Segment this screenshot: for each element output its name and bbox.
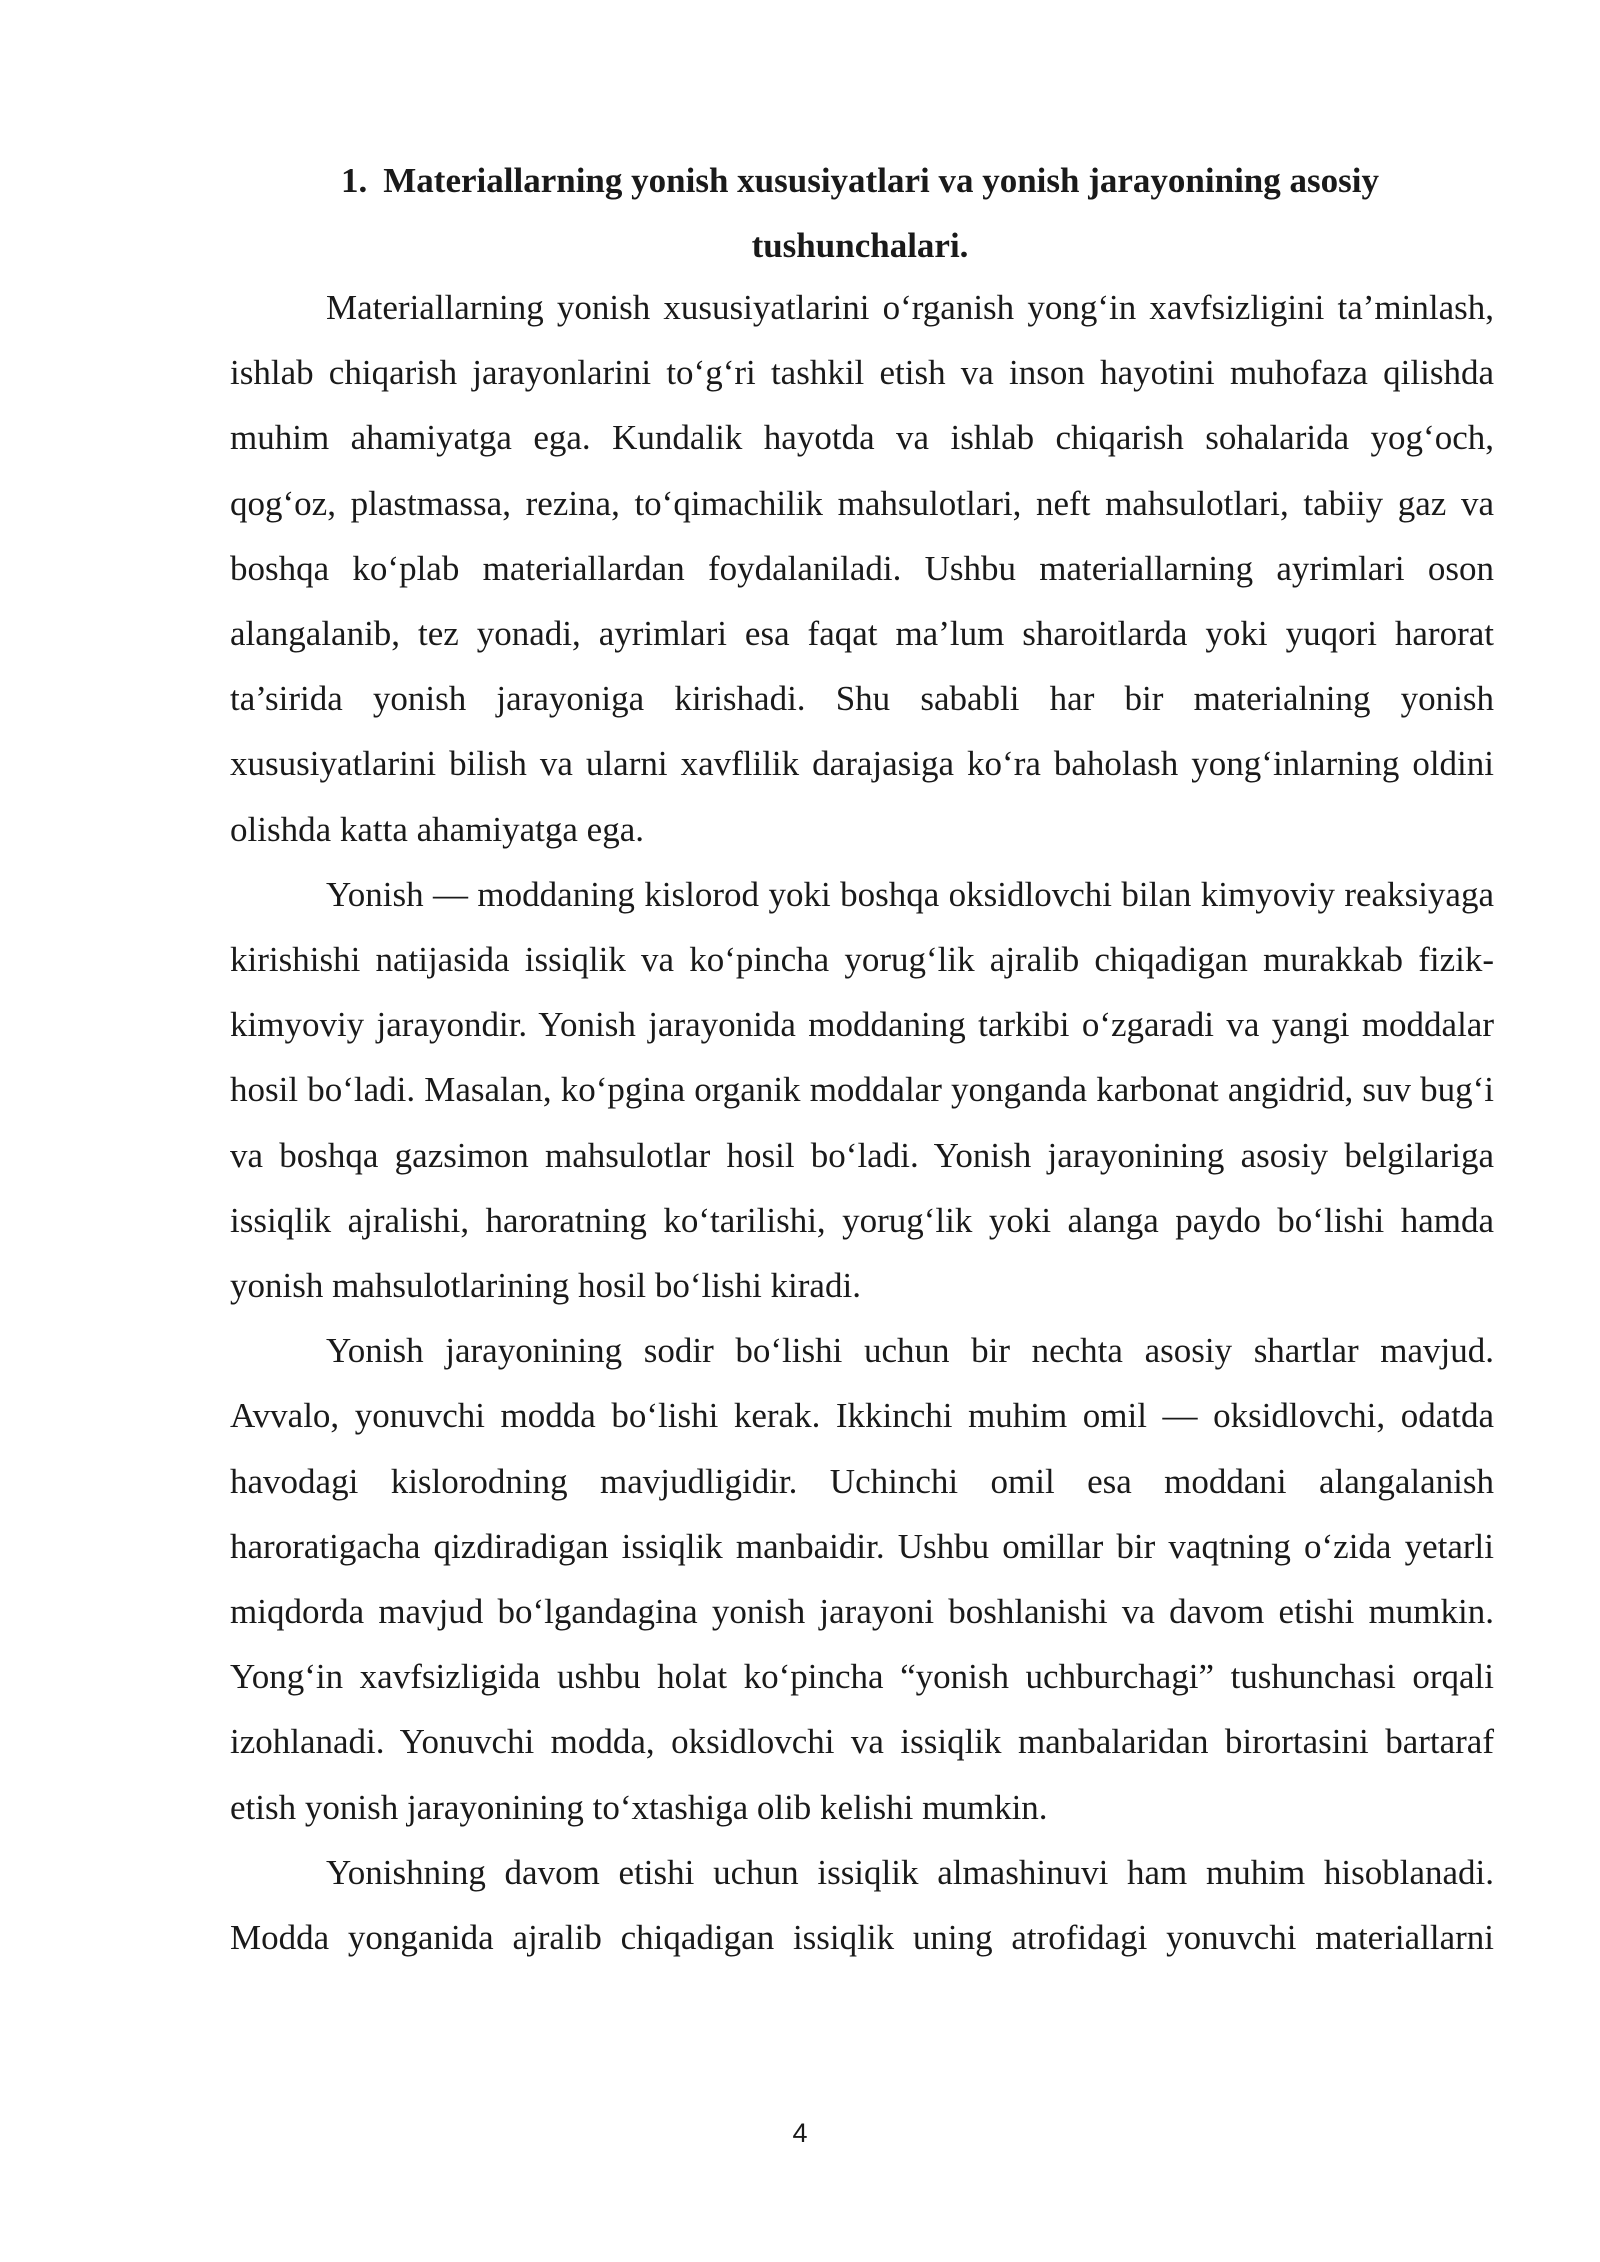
- page-number: 4: [792, 2118, 808, 2148]
- heading-text: Materiallarning yonish xususiyatlari va yonish jarayonining asosiy tushunchalari.: [383, 161, 1379, 265]
- paragraph: Yonish — moddaning kislorod yoki boshqa oksidlovchi bilan kimyoviy reaksiyaga kirishishi natijasida issiqlik va ko‘pincha yorug‘lik ajralib chiqadigan murakkab fizik-kimyoviy jarayondir. Yonish jarayonida moddaning tarkibi o‘zgaradi va yangi moddalar hosil bo‘ladi. Masalan, ko‘pgina organik moddalar yonganda karbonat angidrid, suv bug‘i va boshqa gazsimon mahsulotlar hosil bo‘ladi. Yonish jarayonining asosiy belgilariga issiqlik ajralishi, haroratning ko‘tarilishi, yorug‘lik yoki alanga paydo bo‘lishi hamda yonish mahsulotlarining hosil bo‘lishi kiradi.: [230, 874, 1494, 1306]
- heading-number: 1.: [341, 161, 368, 200]
- body-text: [230, 275, 1494, 1970]
- paragraph: Materiallarning yonish xususiyatlarini o‘rganish yong‘in xavfsizligini ta’minlash, ishlab chiqarish jarayonlarini to‘g‘ri tashkil etish va inson hayotini muhofaza qilishda muhim ahamiyatga ega. Kundalik hayotda va ishlab chiqarish sohalarida yog‘och, qog‘oz, plastmassa, rezina, to‘qimachilik mahsulotlari, neft mahsulotlari, tabiiy gaz va boshqa ko‘plab materiallardan foydalaniladi. Ushbu materiallarning ayrimlari oson alangalanib, tez yonadi, ayrimlari esa faqat ma’lum sharoitlarda yoki yuqori harorat ta’sirida yonish jarayoniga kirishadi. Shu sababli har bir materialning yonish xususiyatlarini bilish va ularni xavflilik darajasiga ko‘ra baholash yong‘inlarning oldini olishda katta ahamiyatga ega.: [230, 288, 1494, 849]
- paragraph: Yonish jarayonining sodir bo‘lishi uchun bir nechta asosiy shartlar mavjud. Avvalo, yonuvchi modda bo‘lishi kerak. Ikkinchi muhim omil — oksidlovchi, odatda havodagi kislorodning mavjudligidir. Uchinchi omil esa moddani alangalanish haroratigacha qizdiradigan issiqlik manbaidir. Ushbu omillar bir vaqtning o‘zida yetarli miqdorda mavjud bo‘lgandagina yonish jarayoni boshlanishi va davom etishi mumkin. Yong‘in xavfsizligida ushbu holat ko‘pincha “yonish uchburchagi” tushunchasi orqali izohlanadi. Yonuvchi modda, oksidlovchi va issiqlik manbalaridan birortasini bartaraf etish yonish jarayonining to‘xtashiga olib kelishi mumkin.: [230, 1331, 1494, 1827]
- paragraph: Yonishning davom etishi uchun issiqlik almashinuvi ham muhim hisoblanadi. Modda yonganida ajralib chiqadigan issiqlik uning atrofidagi yonuvchi materiallarni: [230, 1852, 1494, 1958]
- section-heading: [230, 148, 1490, 278]
